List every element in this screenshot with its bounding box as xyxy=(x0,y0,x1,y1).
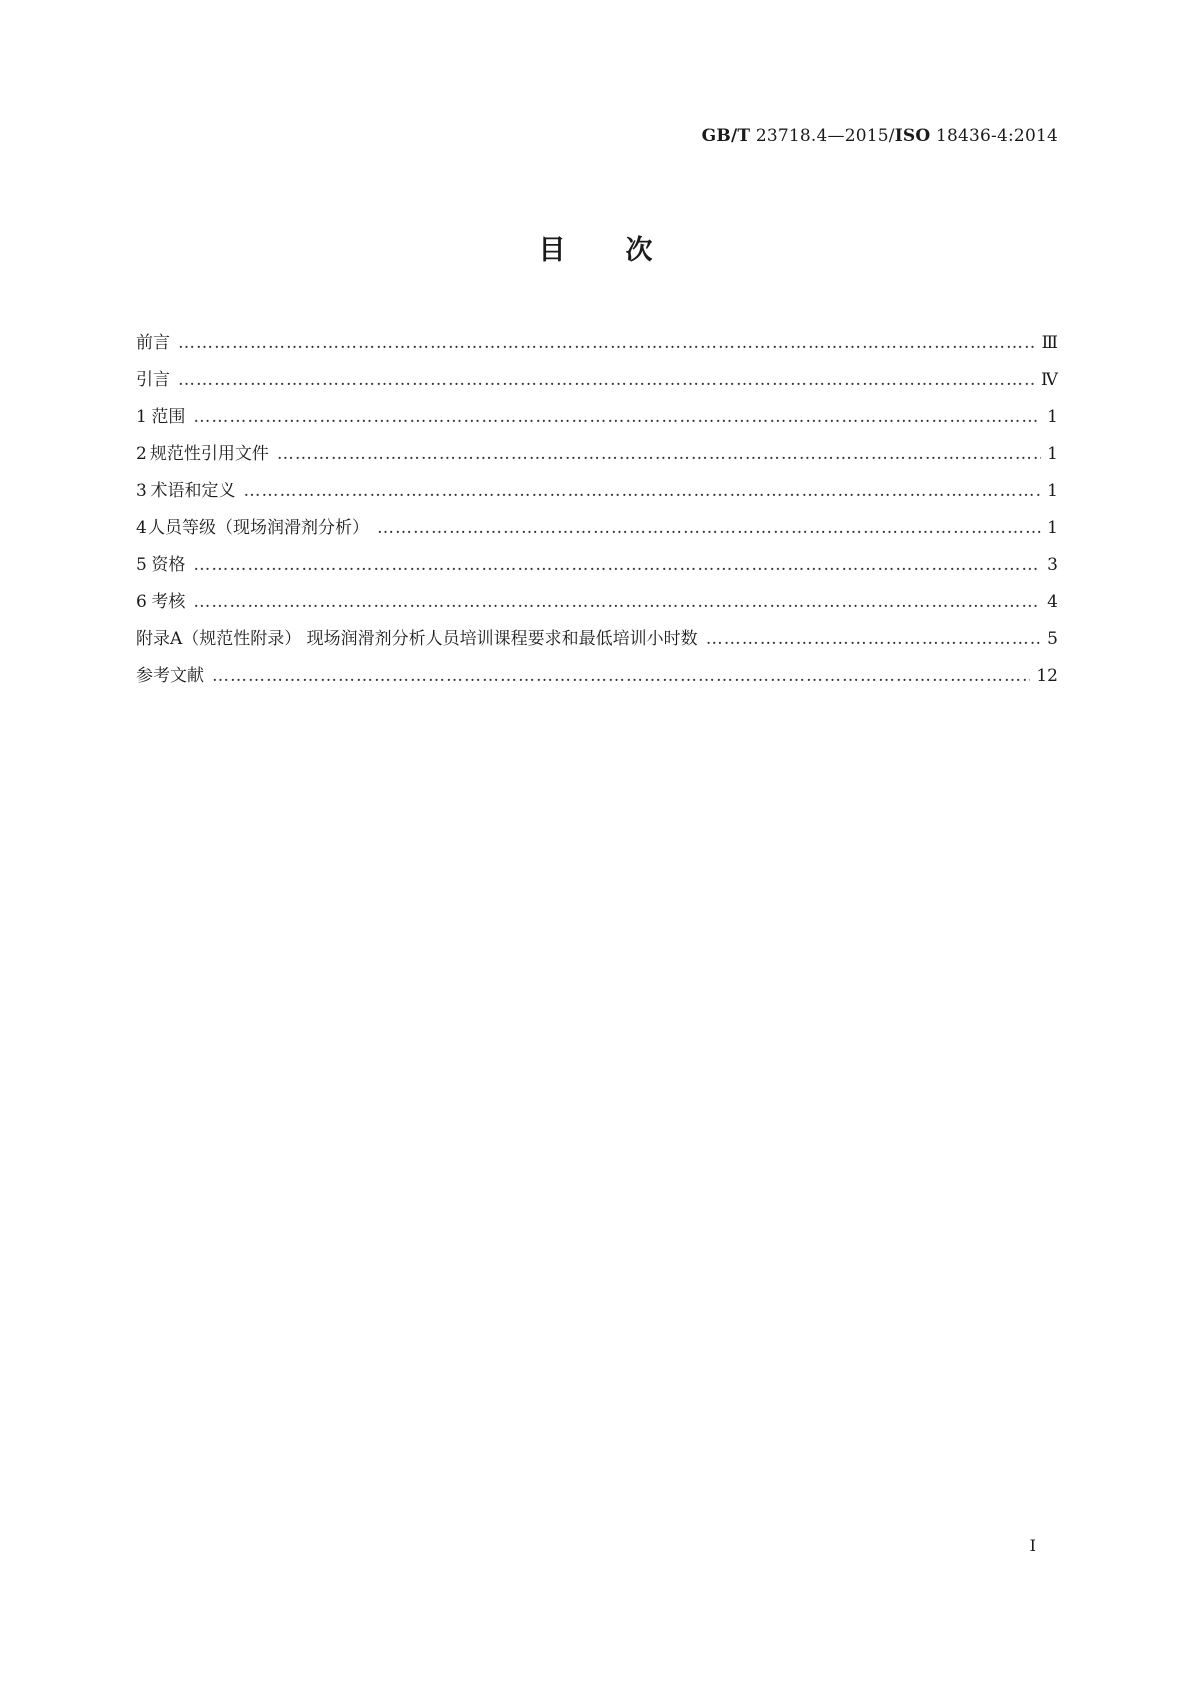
toc-entry-page: 1 xyxy=(1047,518,1058,538)
toc-dot-leader xyxy=(277,444,1041,464)
toc-entry-page: 4 xyxy=(1047,592,1058,612)
standard-iso-prefix: ISO xyxy=(894,126,931,146)
toc-entry-introduction[interactable] xyxy=(136,365,1058,402)
toc-entry-page: 12 xyxy=(1036,666,1058,686)
toc-entry-label: 附录A（规范性附录） 现场润滑剂分析人员培训课程要求和最低培训小时数 xyxy=(136,629,698,649)
toc-entry-page: 3 xyxy=(1047,555,1058,575)
toc-entry-label: 术语和定义 xyxy=(150,481,236,501)
toc-entry-annex-a[interactable] xyxy=(136,624,1058,661)
toc-dot-leader xyxy=(193,592,1041,612)
table-of-contents xyxy=(136,328,1058,698)
toc-entry-label: 人员等级（现场润滑剂分析） xyxy=(148,518,370,538)
toc-dot-leader xyxy=(193,555,1041,575)
toc-entry-label: 参考文献 xyxy=(136,666,204,686)
toc-entry-scope[interactable] xyxy=(136,402,1058,439)
toc-entry-foreword[interactable] xyxy=(136,328,1058,365)
toc-dot-leader xyxy=(178,333,1036,353)
toc-entry-terms-definitions[interactable] xyxy=(136,476,1058,513)
toc-entry-label: 规范性引用文件 xyxy=(149,444,269,464)
toc-title: 目次 xyxy=(538,235,713,266)
toc-entry-label: 引言 xyxy=(136,370,170,390)
toc-entry-page: 5 xyxy=(1047,629,1058,649)
toc-dot-leader xyxy=(243,481,1041,501)
toc-dot-leader xyxy=(178,370,1035,390)
toc-entry-number: 3 xyxy=(136,481,147,501)
toc-dot-leader xyxy=(706,629,1041,649)
standard-gb-prefix: GB/T xyxy=(701,126,751,146)
toc-dot-leader xyxy=(377,518,1041,538)
standard-iso-number: 18436-4:2014 xyxy=(935,126,1058,146)
toc-entry-page: 1 xyxy=(1047,407,1058,427)
toc-entry-number: 5 xyxy=(136,555,147,575)
toc-entry-label: 范围 xyxy=(151,407,186,427)
toc-entry-normative-references[interactable] xyxy=(136,439,1058,476)
toc-dot-leader xyxy=(212,666,1030,686)
toc-entry-label: 前言 xyxy=(136,333,170,353)
page-number: Ⅰ xyxy=(1029,1536,1036,1555)
toc-entry-personnel-categories[interactable] xyxy=(136,513,1058,550)
toc-entry-page: Ⅲ xyxy=(1041,333,1058,353)
toc-entry-label: 考核 xyxy=(151,592,186,612)
toc-entry-page: 1 xyxy=(1047,444,1058,464)
toc-entry-examination[interactable] xyxy=(136,587,1058,624)
toc-entry-label: 资格 xyxy=(151,555,186,575)
standard-gb-number: 23718.4—2015/ xyxy=(755,126,895,146)
standard-number-header xyxy=(702,126,1058,146)
toc-entry-bibliography[interactable] xyxy=(136,661,1058,698)
toc-entry-number: 6 xyxy=(136,592,147,612)
toc-dot-leader xyxy=(193,407,1041,427)
toc-entry-page: 1 xyxy=(1047,481,1058,501)
toc-entry-page: Ⅳ xyxy=(1041,370,1058,390)
toc-entry-number: 1 xyxy=(136,407,147,427)
toc-entry-eligibility[interactable] xyxy=(136,550,1058,587)
toc-entry-number: 4 xyxy=(136,518,147,538)
toc-entry-number: 2 xyxy=(136,444,147,464)
